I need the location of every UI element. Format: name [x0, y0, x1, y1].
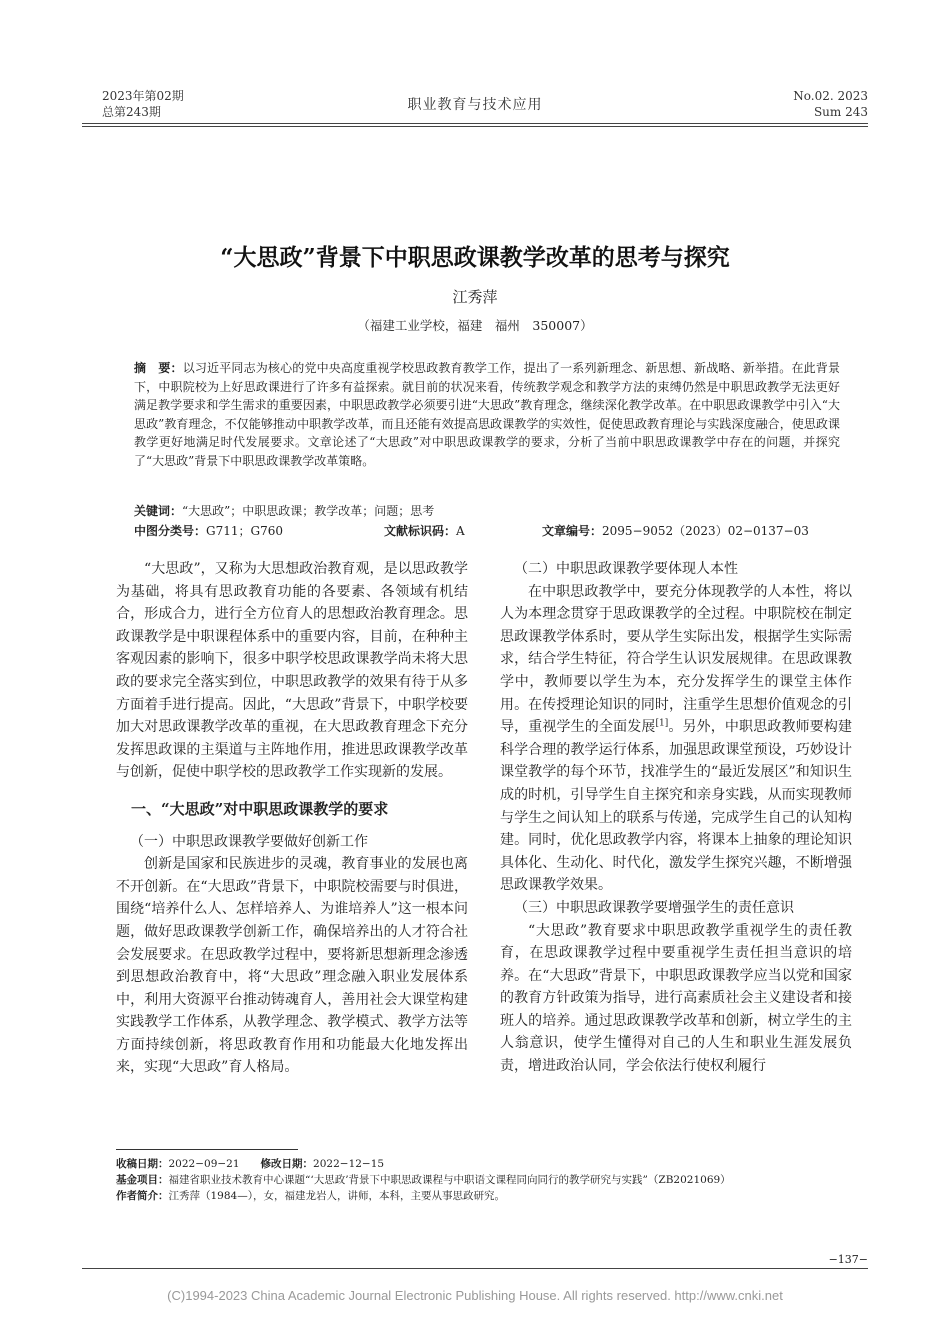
clc-value: G711；G760 [206, 524, 283, 538]
section-heading-1: 一、“大思政”对中职思政课教学的要求 [131, 799, 389, 818]
header-rule-bottom [82, 126, 868, 127]
bio-label: 作者简介： [116, 1190, 169, 1202]
subsection-3-text: “大思政”教育要求中职思政教学重视学生的责任教育，在思政课教学过程中要重视学生责任担当意识的培养。在“大思政”背景下，中职思政课教学应当以党和国家的教育方针政策为指导，进行高素质社会主义建设者和接班人的培养。通过思政课教学改革和创新，树立学生的主人翁意识，使学生懂得对自己的人生和职业生涯发展负责，增进政治认同，学会依法行使权利履行 [500, 922, 852, 1075]
subsection-heading-3: （三）中职思政课教学要增强学生的责任意识 [514, 899, 794, 916]
copyright-notice: (C)1994-2023 China Academic Journal Electronic Publishing House. All rights reserved. http://www.cnki.net [167, 1288, 783, 1303]
abstract-text: 以习近平同志为核心的党中央高度重视学校思政教育教学工作，提出了一系列新理念、新思想、新战略、新举措。在此背景下，中职院校为上好思政课进行了许多有益探索。就目前的状况来看，传统教学观念和教学方法的束缚仍然是中职思政教学无法更好满足教学要求和学生需求的重要因素，中职思政教学必须要引进“大思政”教育理念，继续深化教学改革。在中职思政课教学中引入“大思政”教育理念，不仅能够推动中职教学改革，而且还能有效提高思政课教学的实效性，促使思政教育理论与实践深度融合，使思政课教学更好地满足时代发展要求。文章论述了“大思政”对中职思政课教学的要求，分析了当前中职思政课教学中存在的问题，并探究了“大思政”背景下中职思政课教学改革策略。 [134, 361, 840, 468]
author-affiliation: （福建工业学校，福建 福州 350007） [357, 318, 593, 333]
revised-date: 2022−12−15 [313, 1158, 385, 1170]
footer-rule [82, 1268, 868, 1269]
sum-number: Sum 243 [813, 105, 868, 119]
issue-number: No.02. 2023 [793, 89, 868, 103]
abstract-label: 摘 要： [134, 361, 183, 375]
fund-text: 福建省职业技术教育中心课题“‘大思政’背景下中职思政课程与中职语文课程同向同行的教学研究与实践”（ZB2021069） [168, 1174, 731, 1186]
revised-label: 修改日期： [260, 1158, 314, 1170]
received-label: 收稿日期： [116, 1158, 169, 1170]
body-column-left [116, 558, 468, 1079]
subsection-2-text [500, 581, 852, 897]
keywords-text: “大思政”；中职思政课；教学改革；问题；思考 [182, 504, 435, 518]
clc-label: 中图分类号： [134, 524, 207, 538]
body-column-right [500, 558, 852, 1078]
citation-ref-1[interactable]: [1] [655, 718, 669, 729]
header-rule-top [82, 123, 868, 124]
author-name: 江秀萍 [452, 288, 498, 306]
keywords [134, 502, 840, 519]
intro-paragraph: “大思政”，又称为大思想政治教育观，是以思政教学为基础，将具有思政教育功能的各要素、各领域有机结合，形成合力，进行全方位育人的思想政治教育理念。思政课教学是中职课程体系中的重要内容，目前，在种种主客观因素的影响下，很多中职学校思政课教学尚未将大思政的要求完全落实到位，中职思政教学的效果有待于从多方面着手进行提高。因此，“大思政”背景下，中职学校要加大对思政课教学改革的重视，在大思政教育理念下充分发挥思政课的主渠道与主阵地作用，推进思政课教学改革与创新，促使中职学校的思政教学工作实现新的发展。 [116, 561, 468, 781]
header-left [102, 88, 184, 120]
bio-text: 江秀萍（1984—），女，福建龙岩人，讲师，本科，主要从事思政研究。 [168, 1190, 505, 1202]
subsection-heading-1: （一）中职思政课教学要做好创新工作 [130, 833, 368, 850]
article-number-value: 2095−9052（2023）02−0137−03 [602, 524, 809, 538]
subsection-heading-2: （二）中职思政课教学要体现人本性 [514, 561, 738, 577]
bio-line [116, 1188, 856, 1204]
keywords-label: 关键词： [134, 504, 183, 518]
fund-label: 基金项目： [116, 1174, 169, 1186]
page-number: −137− [828, 1253, 868, 1266]
subsection-2-text-b: 。另外，中职思政教师要构建科学合理的教学运行体系，加强思政课堂预设，巧妙设计课堂教学的每个环节，找准学生的“最近发展区”和知识生成的时机，引导学生自主探究和亲身实践，从而实现教师与学生之间认知上的联系与传递，完成学生自己的认知构建。同时，优化思政教学内容，将课本上抽象的理论知识具体化、生动化、时代化，激发学生探究兴趣，不断增强思政课教学效果。 [500, 719, 853, 894]
paper-title: “大思政”背景下中职思政课教学改革的思考与探究 [220, 244, 730, 271]
total-issue-label: 总第243期 [102, 105, 161, 119]
dates-line [116, 1156, 856, 1172]
issue-label: 2023年第02期 [102, 89, 184, 103]
footnote-rule [116, 1149, 298, 1150]
fund-line [116, 1172, 856, 1188]
header-right [793, 88, 868, 120]
abstract [134, 359, 840, 470]
doc-code-label: 文献标识码： [384, 524, 457, 538]
subsection-1-text: 创新是国家和民族进步的灵魂，教育事业的发展也离不开创新。在“大思政”背景下，中职院校需要与时俱进，围绕“培养什么人、怎样培养人、为谁培养人”这一根本问题，做好思政课教学创新工作，确保培养出的人才符合社会发展要求。在思政教学过程中，要将新思想新理念渗透到思想政治教育中，将“大思政”理念融入职业发展体系中，利用大资源平台推动铸魂育人，善用社会大课堂构建实践教学工作体系，从教学理念、教学模式、教学方法等方面持续创新，将思政教育作用和功能最大化地发挥出来，实现“大思政”育人格局。 [116, 856, 468, 1076]
journal-name: 职业教育与技术应用 [407, 97, 543, 113]
article-number-label: 文章编号： [542, 524, 603, 538]
subsection-2-text-a: 在中职思政教学中，要充分体现教学的人本性，将以人为本理念贯穿于思政课教学的全过程。中职院校在制定思政课教学体系时，要从学生实际出发，根据学生实际需求，结合学生特征，符合学生认识发展规律。在思政课教学中，教师要以学生为本，充分发挥学生的课堂主体作用。在传授理论知识的同时，注重学生思想价值观念的引导，重视学生的全面发展 [500, 583, 852, 736]
doc-code-value: A [456, 524, 465, 538]
footnotes [116, 1156, 856, 1204]
received-date: 2022−09−21 [168, 1158, 240, 1170]
